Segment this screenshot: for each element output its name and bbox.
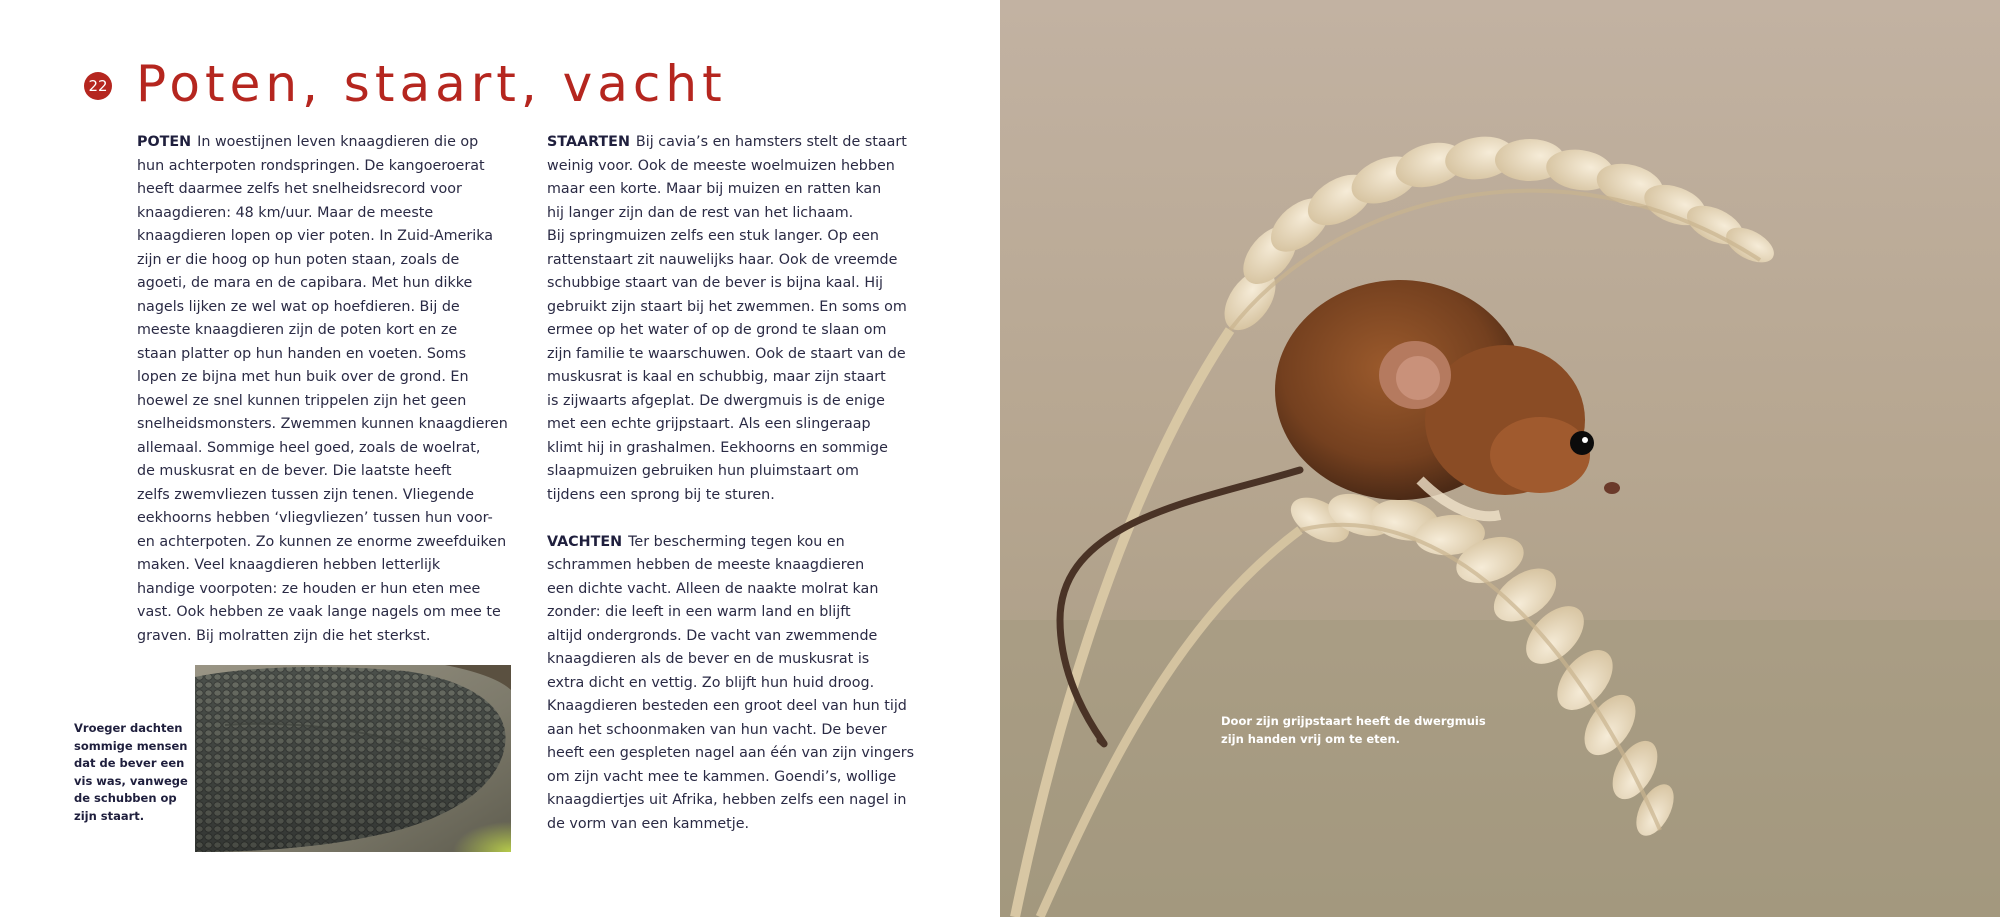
- section-heading-poten: POTEN: [137, 134, 192, 150]
- harvest-mouse-on-wheat-image: [1000, 0, 2000, 917]
- column-right: [547, 131, 927, 836]
- section-text-poten: In woestijnen leven knaagdieren die op hun achterpoten rondspringen. De kangoeroerat heeft daarmee zelfs het snelheidsrecord voor knaagdieren: 48 km/uur. Maar de meeste knaagdieren lopen op vier poten. In Zuid-Amerika zijn er die hoog op hun poten staan, zoals de agoeti, de mara en de capibara. Met hun dikke nagels lijken ze wel wat op hoefdieren. Bij de meeste knaagdieren zijn de poten kort en ze staan platter op hun handen en voeten. Soms lopen ze bijna met hun buik over de grond. En hoewel ze snel kunnen trippelen zijn het geen snelheidsmonsters. Zwemmen kunnen knaagdieren allemaal. Sommige heel goed, zoals de woelrat, de muskusrat en de bever. Die laatste heeft zelfs zwemvliezen tussen zijn tenen. Vliegende eekhoorns hebben ‘vliegvliezen’ tussen hun voor- en achterpoten. Zo kunnen ze enorme zweefduiken maken. Veel knaagdieren hebben letterlijk handige voorpoten: ze houden er hun eten mee vast. Ook hebben ze vaak lange nagels om mee te graven. Bij molratten zijn die het sterkst.: [137, 134, 508, 644]
- page-number-badge: 22: [84, 72, 112, 100]
- section-text-staarten: Bij cavia’s en hamsters stelt de staart weinig voor. Ook de meeste woelmuizen hebben maar een korte. Maar bij muizen en ratten kan hij langer zijn dan de rest van het lichaam. Bij springmuizen zelfs een stuk langer. Op een rattenstaart zit nauwelijks haar. Ook de vreemde schubbige staart van de bever is bijna kaal. Hij gebruikt zijn staart bij het zwemmen. En soms om ermee op het water of op de grond te slaan om zijn familie te waarschuwen. Ook de staart van de muskusrat is kaal en schubbig, maar zijn staart is zijwaarts afgeplat. De dwergmuis is de enige met een echte grijpstaart. Als een slingeraap klimt hij in grashalmen. Eekhoorns en sommige slaapmuizen gebruiken hun pluimstaart om tijdens een sprong bij te sturen.: [547, 134, 907, 503]
- section-vachten: [547, 531, 927, 837]
- right-page-photo: [1000, 0, 2000, 917]
- beaver-tail-image: [195, 665, 511, 852]
- section-poten: [137, 131, 517, 648]
- section-heading-staarten: STAARTEN: [547, 134, 630, 150]
- page-title: Poten, staart, vacht: [136, 55, 727, 113]
- column-left: [137, 131, 517, 648]
- section-text-vachten: Ter bescherming tegen kou en schrammen hebben de meeste knaagdieren een dichte vacht. Alleen de naakte molrat kan zonder: die leeft in een warm land en blijft altijd ondergronds. De vacht van zwemmende knaagdieren als de bever en de muskusrat is extra dicht en vettig. Zo blijft hun huid droog. Knaagdieren besteden een groot deel van hun tijd aan het schoonmaken van hun vacht. De bever heeft een gespleten nagel aan één van zijn vingers om zijn vacht mee te kammen. Goendi’s, wollige knaagdiertjes uit Afrika, hebben zelfs een nagel in de vorm van een kammetje.: [547, 533, 915, 832]
- section-staarten: [547, 131, 927, 507]
- caption-beaver-tail: Vroeger dachten sommige mensen dat de bever een vis was, vanwege de schubben op zijn staart.: [74, 721, 188, 823]
- section-heading-vachten: VACHTEN: [547, 533, 623, 550]
- beaver-tail-photo: [195, 665, 511, 852]
- caption-harvest-mouse: Door zijn grijpstaart heeft de dwergmuis zijn handen vrij om te eten.: [1221, 714, 1486, 746]
